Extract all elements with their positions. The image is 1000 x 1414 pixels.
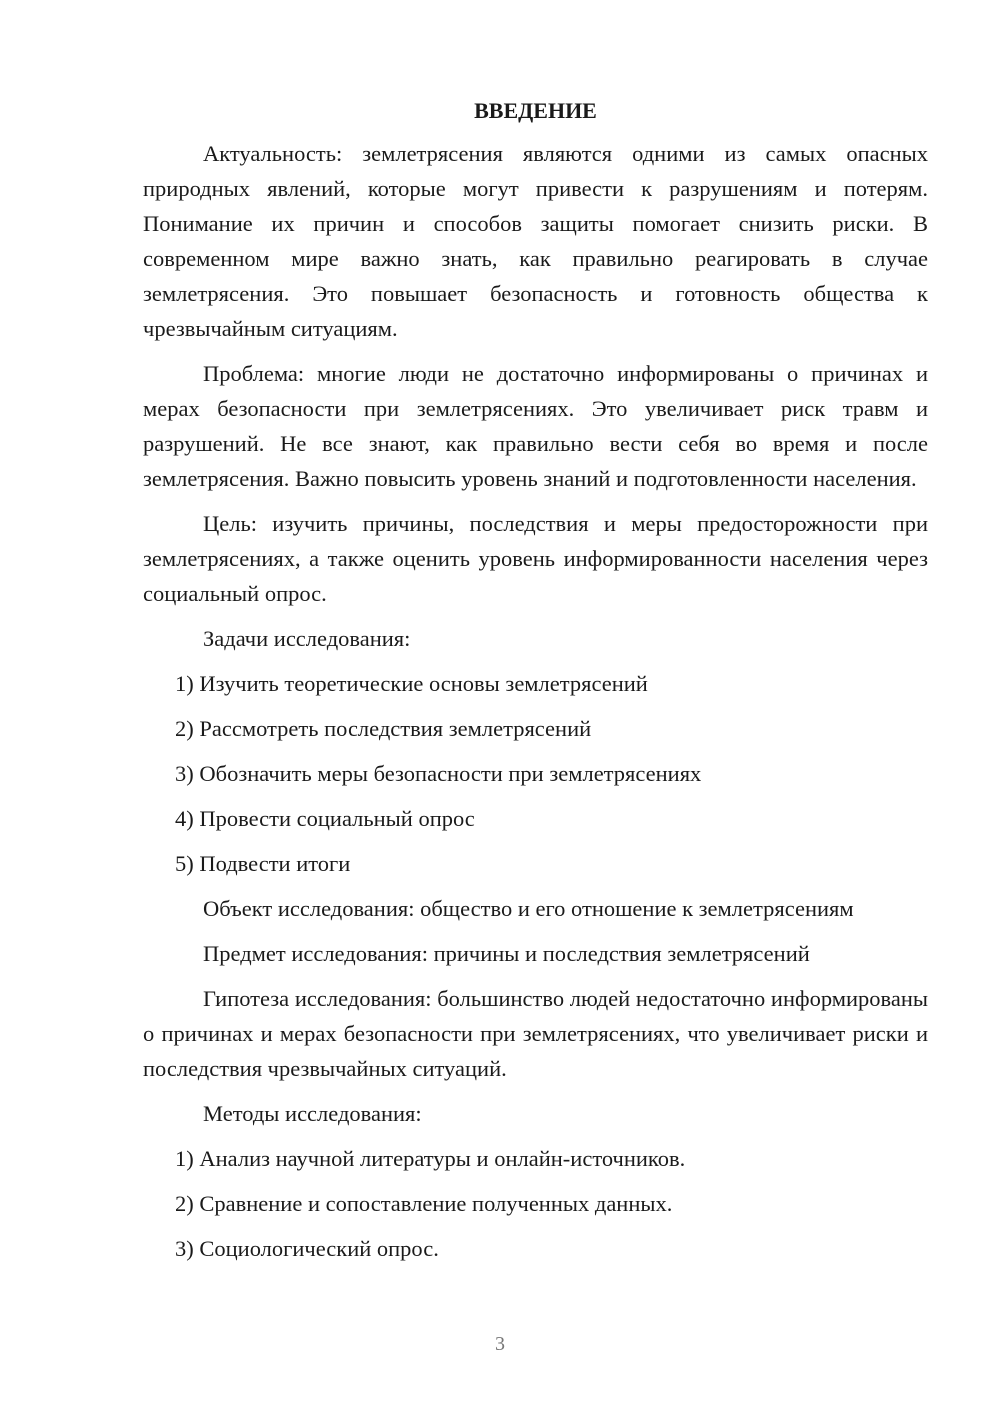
object-paragraph: Объект исследования: общество и его отношение к землетрясениям: [203, 896, 854, 921]
methods-list: [143, 1141, 928, 1266]
list-item: 5) Подвести итоги: [175, 851, 351, 876]
goal-paragraph: Цель: изучить причины, последствия и меры предосторожности при землетрясениях, а также оценить уровень информированности населения через социальный опрос.: [143, 511, 928, 606]
problem-paragraph: Проблема: многие люди не достаточно информированы о причинах и мерах безопасности при землетрясениях. Это увеличивает риск травм и разрушений. Не все знают, как правильно вести себя во время и после землетрясения. Важно повысить уровень знаний и подготовленности населения.: [143, 361, 928, 491]
list-item: 2) Сравнение и сопоставление полученных данных.: [175, 1191, 673, 1216]
list-item: 3) Социологический опрос.: [175, 1236, 439, 1261]
list-item: 1) Изучить теоретические основы землетрясений: [175, 671, 648, 696]
tasks-heading: Задачи исследования:: [203, 626, 411, 651]
methods-heading: Методы исследования:: [203, 1101, 422, 1126]
page-title: ВВЕДЕНИЕ: [474, 98, 597, 123]
list-item: 3) Обозначить меры безопасности при землетрясениях: [175, 761, 702, 786]
list-item: 2) Рассмотреть последствия землетрясений: [175, 716, 592, 741]
hypothesis-paragraph: Гипотеза исследования: большинство людей недостаточно информированы о причинах и мерах безопасности при землетрясениях, что увеличивает риски и последствия чрезвычайных ситуаций.: [143, 986, 928, 1081]
subject-paragraph: Предмет исследования: причины и последствия землетрясений: [203, 941, 810, 966]
page-number: 3: [495, 1333, 505, 1355]
relevance-paragraph: Актуальность: землетрясения являются одними из самых опасных природных явлений, которые могут привести к разрушениям и потерям. Понимание их причин и способов защиты помогает снизить риски. В современном мире важно знать, как правильно реагировать в случае землетрясения. Это повышает безопасность и готовность общества к чрезвычайным ситуациям.: [143, 141, 928, 341]
list-item: 4) Провести социальный опрос: [175, 806, 475, 831]
list-item: 1) Анализ научной литературы и онлайн-источников.: [175, 1146, 686, 1171]
tasks-list: [143, 666, 928, 881]
document-page: [143, 96, 928, 1276]
